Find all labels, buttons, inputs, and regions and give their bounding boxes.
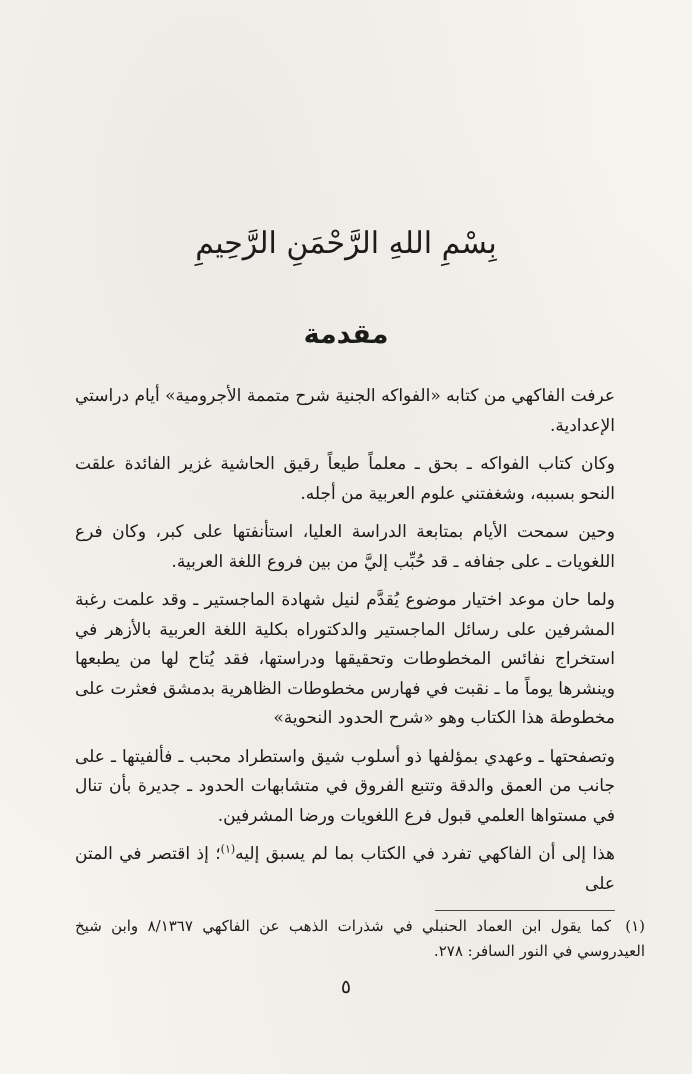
- paragraph: عرفت الفاكهي من كتابه «الفواكه الجنية شرح متممة الأجرومية» أيام دراستي الإعدادية.: [75, 386, 615, 436]
- footnote-divider: [435, 910, 615, 911]
- paragraph: ولما حان موعد اختيار موضوع يُقدَّم لنيل شهادة الماجستير ـ وقد علمت رغبة المشرفين على رسائل الماجستير والدكتوراه بكلية اللغة العربية بالأزهر في استخراج نفائس المخطوطات وتحقيقها ودراستها، فقد يُتاح لها من يطبعها وينشرها يوماً ما ـ نقبت في فهارس مخطوطات الظاهرية بدمشق فعثرت على مخطوطة هذا الكتاب وهو «شرح الحدود النحوية»: [75, 590, 615, 728]
- paragraph-last: [75, 840, 615, 899]
- paragraph: وتصفحتها ـ وعهدي بمؤلفها ذو أسلوب شيق واستطراد محبب ـ فألفيتها ـ على جانب من العمق والدقة وتتبع الفروق في متشابهات الحدود ـ جديرة بأن تنال في مستواها العلمي قبول فرع اللغويات ورضا المشرفين.: [75, 746, 615, 826]
- paragraph-text: هذا إلى أن الفاكهي تفرد في الكتاب بما لم يسبق إليه: [235, 844, 615, 864]
- paragraph: وحين سمحت الأيام بمتابعة الدراسة العليا، استأنفتها على كبر، وكان فرع اللغويات ـ على جفافه ـ قد حُبِّب إليَّ من بين فروع اللغة العربية.: [75, 522, 615, 572]
- footnote-text: كما يقول ابن العماد الحنبلي في شذرات الذهب عن الفاكهي ٨/١٣٦٧ وابن شيخ العيدروسي في النور السافر: ٢٧٨.: [75, 917, 645, 960]
- basmala: بِسْمِ اللهِ الرَّحْمَنِ الرَّحِيمِ: [195, 226, 497, 261]
- footnote-reference: (١): [220, 842, 236, 856]
- paragraph: وكان كتاب الفواكه ـ بحق ـ معلماً طيعاً رقيق الحاشية غزير الفائدة علقت النحو بسببه، وشغفتني علوم العربية من أجله.: [75, 454, 615, 504]
- footnote-marker: (١): [625, 917, 645, 935]
- body-text: [75, 382, 615, 908]
- paragraph-text-continued: ؛ إذ اقتصر في المتن على: [75, 844, 615, 894]
- footnote: [75, 914, 645, 964]
- section-heading: مقدمة: [303, 319, 389, 350]
- page-number: ٥: [340, 976, 352, 998]
